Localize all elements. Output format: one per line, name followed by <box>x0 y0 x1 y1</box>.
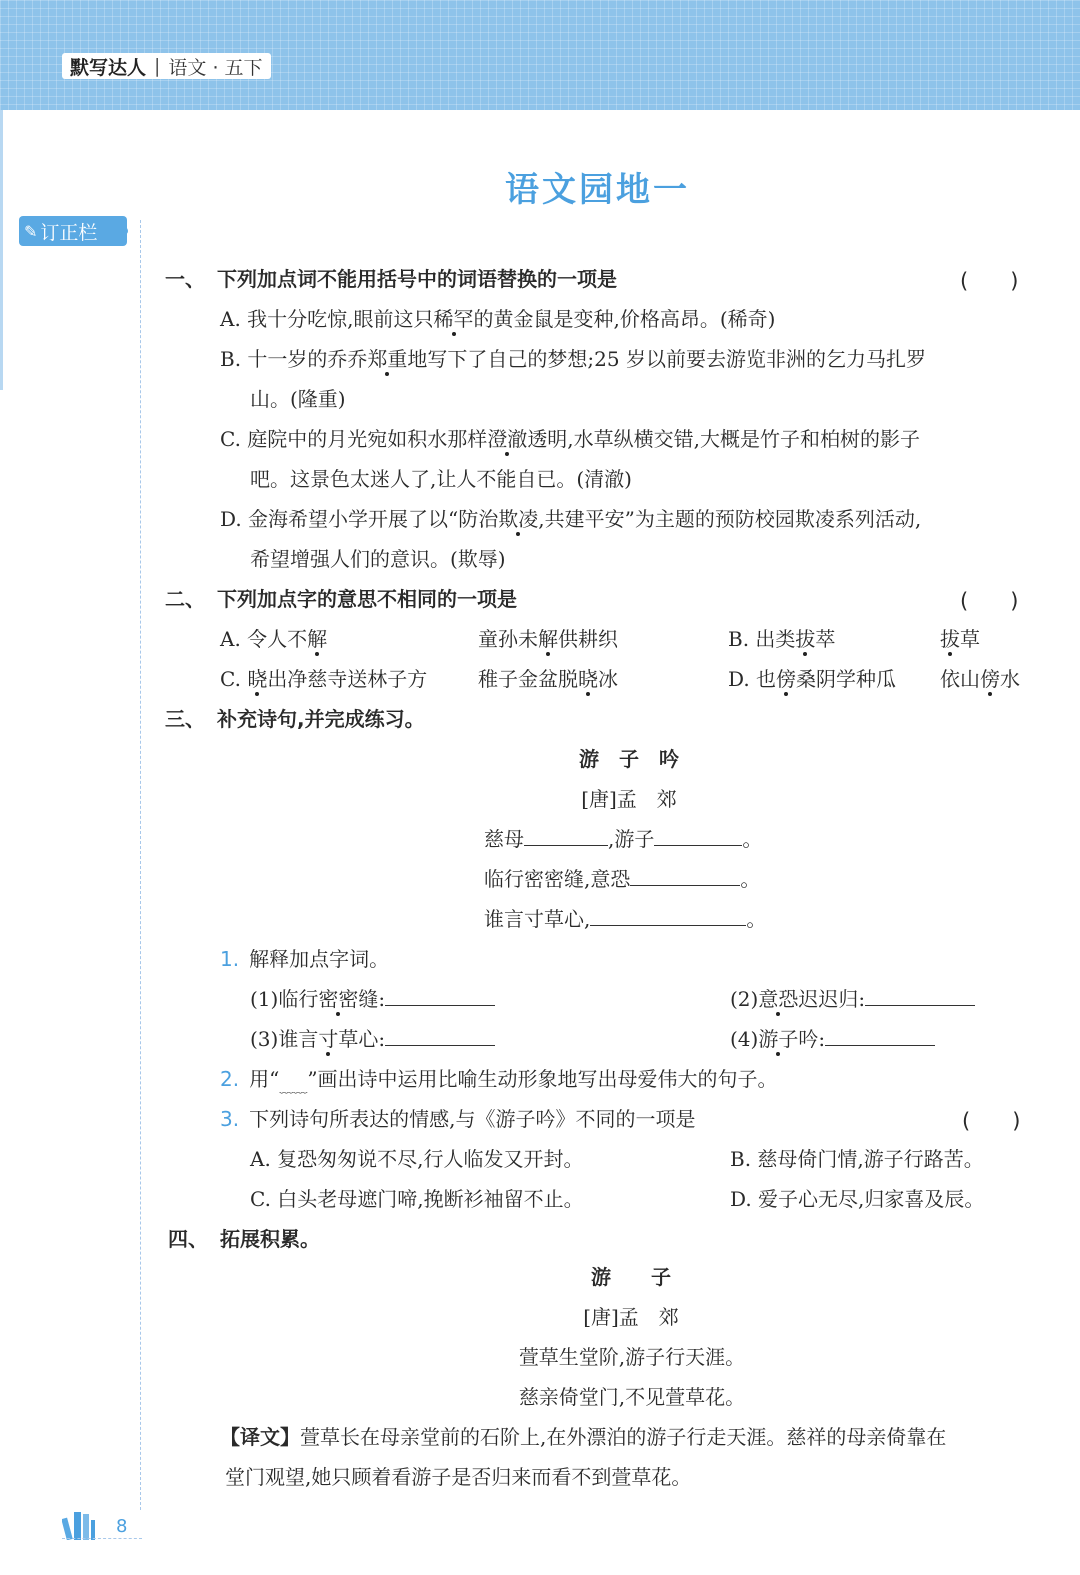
q2-c2-text: 稚子金盆脱 <box>478 667 578 691</box>
q1-d-dotted-word: 欺凌 <box>498 507 539 531</box>
q2-b2-text: 草 <box>960 627 980 651</box>
translation-text-1: 萱草长在母亲堂前的石阶上,在外漂泊的游子行走天涯。慈祥的母亲倚靠在 <box>300 1425 947 1449</box>
q3-sub1-number: 1. <box>220 947 240 971</box>
q3-s1-i3-blank[interactable] <box>385 1027 495 1046</box>
q4-translation-1 <box>220 1423 946 1451</box>
header-banner <box>0 0 1080 110</box>
q1-a-text-2: 的黄金鼠是变种,价格高昂。(稀奇) <box>473 307 776 331</box>
badge-separator: | <box>154 55 161 77</box>
q3-s1-i4-text: (4) <box>730 1027 759 1051</box>
q2-c2-text-2: 冰 <box>598 667 618 691</box>
q4-poem-line-1: 萱草生堂阶,游子行天涯。 <box>518 1345 746 1369</box>
q4-poem-author: [唐]孟 郊 <box>583 1305 679 1329</box>
q3-s1-i1-text: (1)临行 <box>250 987 319 1011</box>
q3-poem-line-1 <box>484 825 762 853</box>
q1-c-dotted-word: 澄澈 <box>487 427 528 451</box>
subject-grade: 语文 · 五下 <box>168 56 263 79</box>
q1-heading <box>165 265 617 293</box>
q1-number: 一、 <box>165 267 205 291</box>
q3-blank-4[interactable] <box>590 907 746 926</box>
q3-sub3-number: 3. <box>220 1107 240 1131</box>
q3-line1-end: 。 <box>742 827 763 851</box>
q2-b2-dotted-char: 拔 <box>940 627 960 651</box>
q2-b-text: B. 出类 <box>728 627 796 651</box>
page-title: 语文园地一 <box>505 170 690 210</box>
q3-sub3-answer-paren[interactable]: ( ) <box>962 1109 1021 1133</box>
q1-a-dotted-word: 稀罕 <box>433 307 474 331</box>
q3-line3-text: 谁言寸草心, <box>484 907 591 931</box>
q4-number: 四、 <box>168 1227 208 1251</box>
q2-c2-dotted-char: 晓 <box>578 667 598 691</box>
q3-s1-i1-text-2: 缝: <box>358 987 386 1011</box>
q2-a2-dotted-char: 解 <box>538 627 558 651</box>
q4-text: 拓展积累。 <box>220 1227 320 1251</box>
q3-line3-end: 。 <box>746 907 767 931</box>
q3-line1-text: 慈母 <box>484 827 524 851</box>
q3-sub1-item-2 <box>730 985 975 1013</box>
q3-sub1-text: 解释加点字词。 <box>249 947 390 971</box>
q2-d-text: D. 也 <box>728 667 777 691</box>
q1-answer-paren[interactable]: ( ) <box>960 269 1019 293</box>
book-badge <box>62 53 271 79</box>
q2-answer-paren[interactable]: ( ) <box>960 589 1019 613</box>
q2-a-text: A. 令人不 <box>220 627 308 651</box>
q2-option-a-pair <box>478 625 618 653</box>
q1-d-text: D. 金海希望小学开展了以“防治 <box>220 507 499 531</box>
q1-option-b[interactable] <box>220 345 926 373</box>
q2-option-c-pair <box>478 665 618 693</box>
correction-tab-dot <box>120 227 128 235</box>
q2-option-b-pair <box>940 625 980 653</box>
correction-tab <box>19 216 127 246</box>
q2-d-dotted-char: 傍 <box>776 667 797 691</box>
q3-s1-i3-dotted: 寸 <box>318 1027 339 1051</box>
q3-blank-3[interactable] <box>630 867 740 886</box>
q3-poem-line-2 <box>484 865 760 893</box>
pencil-icon: ✎ <box>24 221 38 241</box>
q3-s1-i1-blank[interactable] <box>385 987 495 1006</box>
q2-c-text-2: 出净慈寺送林子方 <box>267 667 428 691</box>
q3-s1-i1-dotted: 密密 <box>318 987 359 1011</box>
q4-poem-title: 游 子 <box>591 1265 671 1289</box>
q2-b-text-2: 萃 <box>815 627 836 651</box>
q3-sub2 <box>220 1065 778 1102</box>
q3-sub1-item-3 <box>250 1025 495 1053</box>
footer-dashed-line <box>62 1538 142 1539</box>
q3-sub2-number: 2. <box>220 1067 240 1091</box>
q1-option-d-cont: 希望增强人们的意识。(欺辱) <box>250 547 506 571</box>
page-number: 8 <box>116 1516 128 1537</box>
q1-option-a[interactable] <box>220 305 775 333</box>
q2-text: 下列加点字的意思不相同的一项是 <box>217 587 517 611</box>
book-name: 默写达人 <box>70 56 147 79</box>
q3-s1-i4-blank[interactable] <box>825 1027 935 1046</box>
q3-poem-author: [唐]孟 郊 <box>581 787 677 811</box>
q3-blank-2[interactable] <box>654 827 742 846</box>
q1-option-d[interactable] <box>220 505 921 533</box>
q3-line1-text-2: ,游子 <box>608 827 655 851</box>
q1-text: 下列加点词不能用括号中的词语替换的一项是 <box>217 267 617 291</box>
q3-s1-i2-text-2: 迟迟归: <box>798 987 866 1011</box>
q2-heading <box>165 585 517 613</box>
q3-s1-i2-dotted: 意恐 <box>758 987 799 1011</box>
q2-option-d-pair <box>940 665 1020 693</box>
q2-d2-dotted-char: 傍 <box>980 667 1000 691</box>
wavy-line-mark: ﹏﹏ <box>279 1080 308 1096</box>
q2-option-c[interactable] <box>220 665 427 693</box>
q1-b-text: B. 十一岁的乔乔 <box>220 347 368 371</box>
q3-number: 三、 <box>165 707 205 731</box>
q1-b-text-2: 地写下了自己的梦想;25 岁以前要去游览非洲的乞力马扎罗 <box>407 347 926 371</box>
q4-poem-line-2: 慈亲倚堂门,不见萱草花。 <box>518 1385 746 1409</box>
q2-d2-text: 依山 <box>940 667 980 691</box>
side-edge-bar <box>0 110 3 390</box>
q1-option-c-cont: 吧。这景色太迷人了,让人不能自已。(清澈) <box>250 467 632 491</box>
q3-sub1-item-4 <box>730 1025 935 1053</box>
q3-s1-i2-text: (2) <box>730 987 759 1011</box>
q3-sub3-option-d[interactable]: D. 爱子心无尽,归家喜及辰。 <box>730 1187 985 1211</box>
q3-s1-i2-blank[interactable] <box>865 987 975 1006</box>
q2-number: 二、 <box>165 587 205 611</box>
q3-line2-text: 临行密密缝,意恐 <box>484 867 631 891</box>
q2-c-dotted-char: 晓 <box>247 667 268 691</box>
q3-sub2-text: 用“ <box>249 1067 280 1091</box>
q2-d-text-2: 桑阴学种瓜 <box>796 667 897 691</box>
q2-a-dotted-char: 解 <box>307 627 328 651</box>
q3-s1-i3-text-2: 草心: <box>338 1027 386 1051</box>
q3-sub2-text-2: ”画出诗中运用比喻生动形象地写出母爱伟大的句子。 <box>307 1067 778 1091</box>
q3-sub3-option-c[interactable]: C. 白头老母遮门啼,挽断衫袖留不止。 <box>250 1187 584 1211</box>
q3-heading <box>165 705 425 733</box>
q2-b-dotted-char: 拔 <box>795 627 816 651</box>
q1-option-c[interactable] <box>220 425 920 453</box>
books-icon <box>62 1510 102 1540</box>
q4-translation-2: 堂门观望,她只顾着看游子是否归来而看不到萱草花。 <box>225 1465 692 1489</box>
q3-sub1 <box>220 945 389 973</box>
q1-d-text-2: ,共建平安”为主题的预防校园欺凌系列活动, <box>538 507 922 531</box>
q1-b-dotted-word: 郑重 <box>367 347 408 371</box>
q2-c-text: C. <box>220 667 248 691</box>
q2-a2-text: 童孙未 <box>478 627 538 651</box>
q3-sub3-option-b[interactable]: B. 慈母倚门情,游子行路苦。 <box>730 1147 984 1171</box>
q3-poem-title: 游 子 吟 <box>579 747 679 771</box>
q1-c-text: C. 庭院中的月光宛如积水那样 <box>220 427 488 451</box>
q1-option-b-cont: 山。(隆重) <box>250 387 346 411</box>
q2-d2-text-2: 水 <box>1000 667 1020 691</box>
q3-text: 补充诗句,并完成练习。 <box>217 707 425 731</box>
q3-s1-i4-dotted: 游子 <box>758 1027 799 1051</box>
q4-heading <box>168 1225 320 1253</box>
q3-line2-end: 。 <box>740 867 761 891</box>
q2-option-b[interactable] <box>728 625 835 653</box>
q3-sub3 <box>220 1105 695 1133</box>
q2-option-d[interactable] <box>728 665 896 693</box>
correction-column-divider <box>140 220 141 1510</box>
translation-label: 【译文】 <box>220 1425 300 1449</box>
q2-a2-text-2: 供耕织 <box>558 627 618 651</box>
q1-c-text-2: 透明,水草纵横交错,大概是竹子和柏树的影子 <box>527 427 921 451</box>
q3-s1-i3-text: (3)谁言 <box>250 1027 319 1051</box>
q3-sub3-option-a[interactable]: A. 复恐匆匆说不尽,行人临发又开封。 <box>250 1147 584 1171</box>
q3-sub3-text: 下列诗句所表达的情感,与《游子吟》不同的一项是 <box>249 1107 696 1131</box>
q3-poem-line-3 <box>484 905 766 933</box>
q3-blank-1[interactable] <box>524 827 608 846</box>
q1-a-text: A. 我十分吃惊,眼前这只 <box>220 307 434 331</box>
correction-label: 订正栏 <box>40 221 98 244</box>
q3-sub1-item-1 <box>250 985 495 1013</box>
q2-option-a[interactable] <box>220 625 327 653</box>
q3-s1-i4-text-2: 吟: <box>798 1027 826 1051</box>
